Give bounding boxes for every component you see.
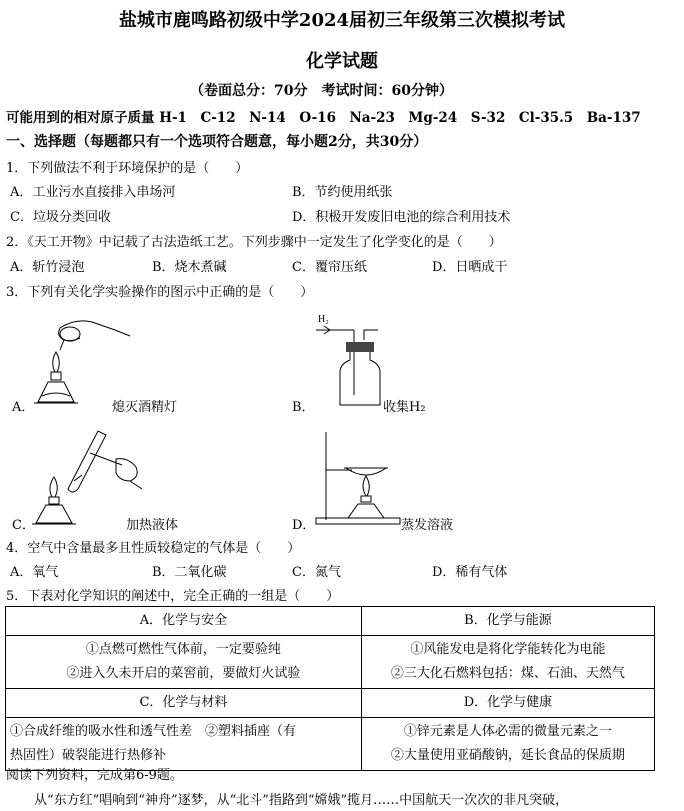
h2-label: H₂ (318, 314, 329, 325)
figure-c-heating-liquid (30, 425, 150, 525)
q3-option-d-caption: 蒸发溶液 (401, 518, 454, 533)
cell-c-head: C．化学与材料 (6, 689, 362, 718)
cell-b-head: B．化学与能源 (361, 607, 654, 636)
table-row (6, 636, 655, 689)
q4-option-c: C．氮气 (292, 565, 341, 580)
q1-option-b: B．节约使用纸张 (292, 185, 393, 200)
table-row (6, 689, 655, 718)
reading-intro: 阅读下列资料，完成第6-9题。 (6, 768, 183, 783)
cell-a-content (6, 636, 362, 689)
q3-option-a-caption: 熄灭酒精灯 (112, 400, 178, 415)
cell-c-line1: ①合成纤维的吸水性和透气性差 ②塑料插座（有 (10, 724, 297, 739)
atomic-masses: 可能用到的相对原子质量 H-1 C-12 N-14 O-16 Na-23 Mg-24 S-32 Cl-35.5 Ba-137 (6, 110, 641, 126)
q1-option-d: D．积极开发废旧电池的综合利用技术 (292, 210, 511, 225)
q2-option-b: B．烧木煮碱 (152, 260, 227, 275)
q5-table (5, 606, 655, 771)
q3-option-b-caption: 收集H₂ (383, 400, 426, 415)
q2-option-c: C．覆帘压纸 (292, 260, 367, 275)
cell-d-content (361, 718, 654, 771)
cell-a-line1: ①点燃可燃性气体前，一定要验纯 (85, 642, 281, 657)
table-row (6, 607, 655, 636)
paper-subtitle: 化学试题 (306, 51, 378, 72)
section-heading: 一、选择题（每题都只有一个选项符合题意，每小题2分，共30分） (6, 134, 428, 150)
cell-b-content (361, 636, 654, 689)
cell-d-line1: ①锌元素是人体必需的微量元素之一 (403, 724, 612, 739)
exam-info: （卷面总分：70分 考试时间：60分钟） (190, 83, 453, 99)
figure-a-alcohol-lamp (30, 310, 140, 410)
q4-stem: 4．空气中含量最多且性质较稳定的气体是（ ） (6, 541, 301, 556)
q3-option-c-caption: 加热液体 (126, 518, 179, 533)
q2-stem: 2．《天工开物》中记载了古法造纸工艺。下列步骤中一定发生了化学变化的是（ ） (6, 235, 502, 250)
figure-b-collect-h2 (312, 310, 392, 410)
cell-d-head: D．化学与健康 (361, 689, 654, 718)
cell-a-head: A．化学与安全 (6, 607, 362, 636)
q3-option-b-letter: B． (292, 400, 315, 415)
q1-stem: 1．下列做法不利于环境保护的是（ ） (6, 161, 249, 176)
cell-d-line2: ②大量使用亚硝酸钠，延长食品的保质期 (390, 748, 625, 763)
q1-option-a: A．工业污水直接排入串场河 (10, 185, 176, 200)
q4-option-a: A．氧气 (10, 565, 59, 580)
q3-option-c-letter: C． (12, 518, 35, 533)
reading-text: 从“东方红”唱响到“神舟”逐梦，从“北斗”指路到“嫦娥”揽月……中国航天一次次的非凡突破， (34, 793, 569, 808)
q3-stem: 3．下列有关化学实验操作的图示中正确的是（ ） (6, 285, 314, 300)
q2-option-a: A．斩竹浸泡 (10, 260, 85, 275)
q5-stem: 5．下表对化学知识的阐述中，完全正确的一组是（ ） (6, 589, 340, 604)
cell-b-line1: ①风能发电是将化学能转化为电能 (410, 642, 606, 657)
q4-option-b: B．二氧化碳 (152, 565, 227, 580)
cell-c-line2: 热固性）破裂能进行热修补 (10, 748, 167, 763)
table-row (6, 718, 655, 771)
q2-option-d: D．日晒成干 (432, 260, 508, 275)
q4-option-d: D．稀有气体 (432, 565, 508, 580)
q3-option-d-letter: D． (292, 518, 316, 533)
figure-d-evaporation (312, 430, 412, 530)
cell-b-line2: ②三大化石燃料包括：煤、石油、天然气 (390, 666, 625, 681)
q1-option-c: C．垃圾分类回收 (10, 210, 111, 225)
cell-c-content (6, 718, 362, 771)
q3-option-a-letter: A． (12, 400, 35, 415)
exam-title: 盐城市鹿鸣路初级中学2024届初三年级第三次模拟考试 (118, 10, 566, 31)
cell-a-line2: ②进入久未开启的菜窖前，要做灯火试验 (66, 666, 301, 681)
